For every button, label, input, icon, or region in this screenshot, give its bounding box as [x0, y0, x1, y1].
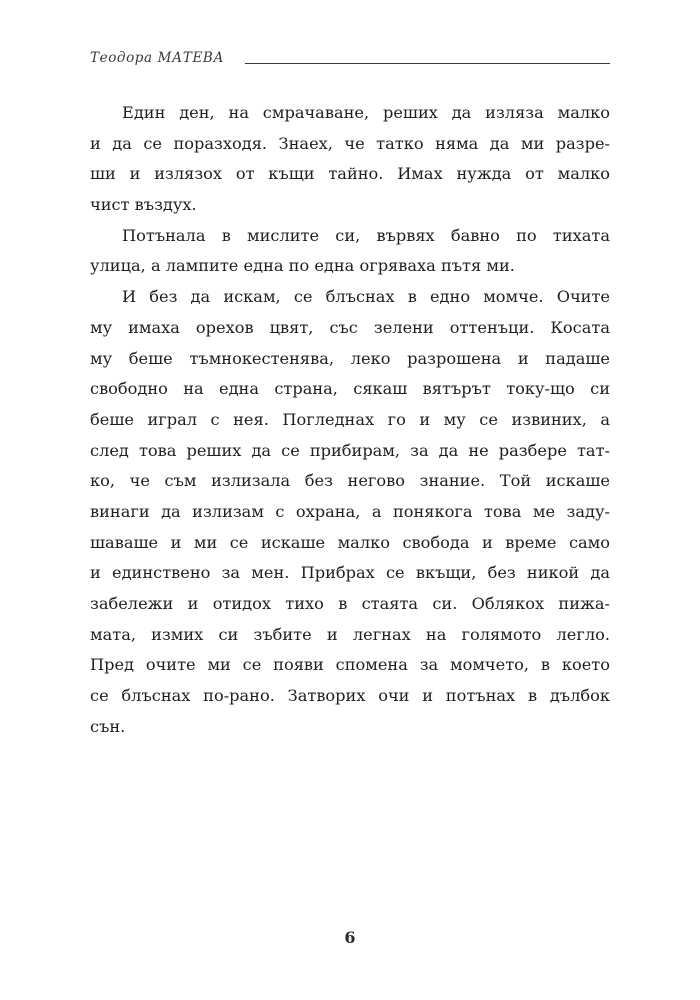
text-line: му беше тъмнокестенява, леко разрошена и падаше: [90, 348, 610, 368]
text-line: се блъснах по-рано. Затворих очи и потънах в дълбок: [90, 686, 610, 706]
text-line: Потънала в мислите си, вървях бавно по тихата: [122, 225, 610, 245]
text-line: ши и излязох от къщи тайно. Имах нужда от малко: [90, 164, 610, 184]
text-line: и да се поразходя. Знаех, че татко няма да ми разре-: [90, 133, 610, 153]
body-text: [90, 98, 610, 742]
text-line: след това реших да се прибирам, за да не разбере тат-: [90, 440, 610, 460]
text-line: винаги да излизам с охрана, а понякога това ме заду-: [90, 501, 610, 521]
text-line: сън.: [90, 716, 126, 736]
author-name: Теодора МАТЕВА: [90, 50, 225, 66]
text-line: шаваше и ми се искаше малко свобода и време само: [90, 532, 610, 552]
text-line: му имаха орехов цвят, със зелени оттенъци. Косата: [90, 317, 610, 337]
header-rule: [245, 63, 610, 64]
text-line: Пред очите ми се появи спомена за момчето, в което: [90, 655, 610, 675]
text-line: забележи и отидох тихо в стаята си. Облякох пижа-: [90, 594, 610, 613]
page-number: 6: [344, 928, 356, 947]
text-line: улица, а лампите една по една огряваха пътя ми.: [90, 256, 515, 276]
text-line: мата, измих си зъбите и легнах на голямото легло.: [90, 624, 610, 644]
running-head: [90, 46, 610, 76]
text-line: ко, че съм излизала без негово знание. Той искаше: [90, 471, 610, 491]
text-line: свободно на една страна, сякаш вятърът току-що си: [90, 379, 610, 399]
text-line: И без да искам, се блъснах в едно момче. Очите: [122, 287, 610, 307]
text-line: беше играл с нея. Погледнах го и му се извиних, а: [90, 409, 610, 429]
text-line: Един ден, на смрачаване, реших да изляза малко: [122, 103, 610, 122]
text-line: чист въздух.: [90, 195, 197, 215]
text-line: и единствено за мен. Прибрах се вкъщи, без никой да: [90, 563, 610, 583]
